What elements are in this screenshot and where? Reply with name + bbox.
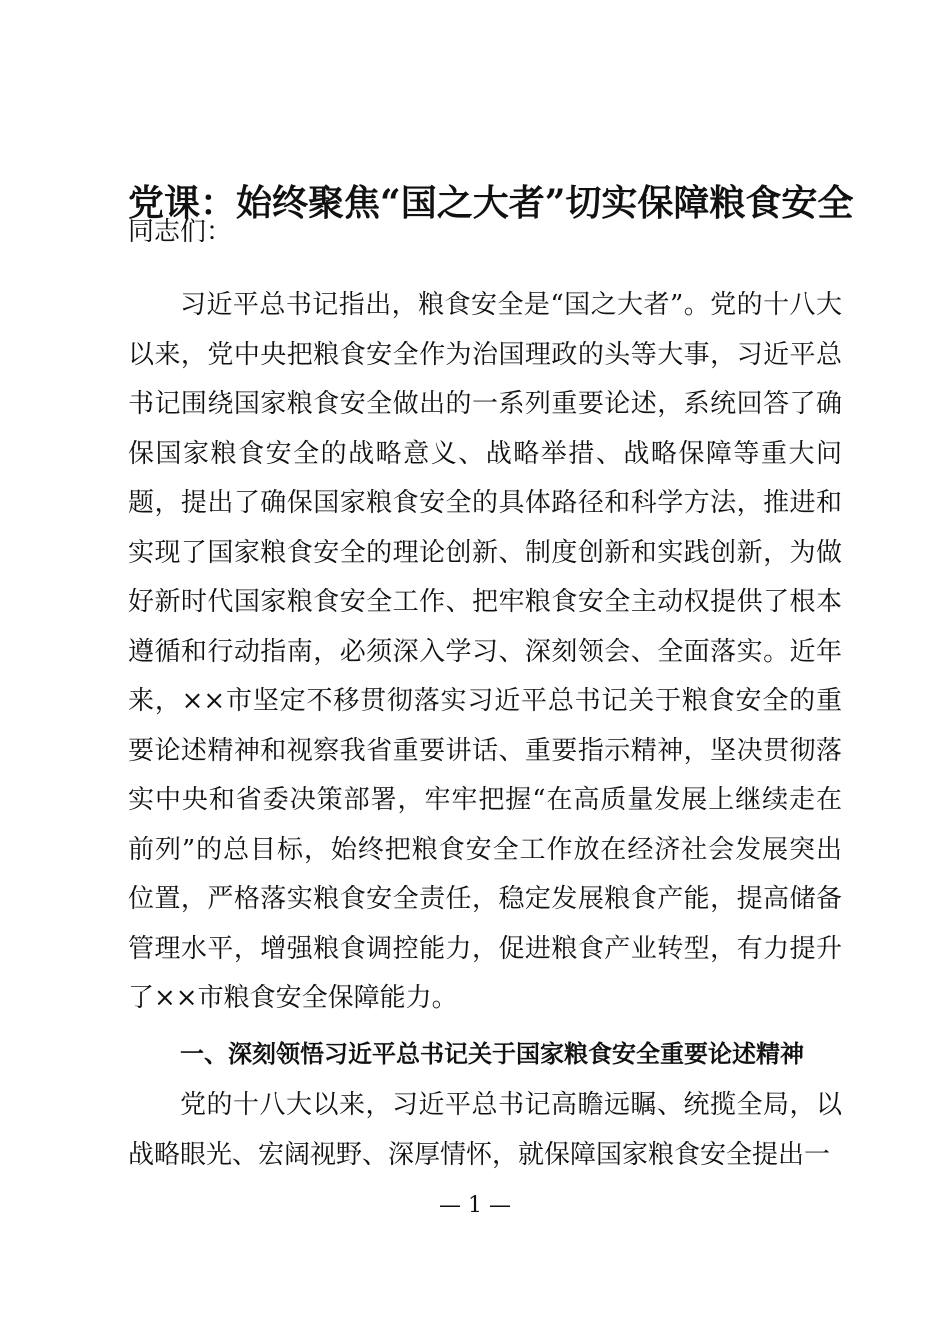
body-paragraph: 习近平总书记指出，粮食安全是“国之大者”。党的十八大以来，党中央把粮食安全作为治国理政的头等大事，习近平总书记围绕国家粮食安全做出的一系列重要论述，系统回答了确保国家粮食安全的战略意义、战略举措、战略保障等重大问题，提出了确保国家粮食安全的具体路径和科学方法，推进和实现了国家粮食安全的理论创新、制度创新和实践创新，为做好新时代国家粮食安全工作、把牢粮食安全主动权提供了根本遵循和行动指南，必须深入学习、深刻领会、全面落实。近年来，××市坚定不移贯彻落实习近平总书记关于粮食安全的重要论述精神和视察我省重要讲话、重要指示精神，坚决贯彻落实中央和省委决策部署，牢牢把握“在高质量发展上继续走在前列”的总目标，始终把粮食安全工作放在经济社会发展突出位置，严格落实粮食安全责任，稳定发展粮食产能，提高储备管理水平，增强粮食调控能力，促进粮食产业转型，有力提升了××市粮食安全保障能力。 [128, 290, 842, 1013]
section-paragraph: 党的十八大以来，习近平总书记高瞻远瞩、统揽全局，以战略眼光、宏阔视野、深厚情怀，就保障国家粮食安全提出一 [128, 1090, 842, 1170]
document-title: 党课：始终聚焦“国之大者”切实保障粮食安全 [128, 182, 854, 224]
page-number: — 1 — [439, 1193, 511, 1218]
section-heading: 一、深刻领悟习近平总书记关于国家粮食安全重要论述精神 [180, 1040, 804, 1068]
greeting: 同志们： [128, 217, 233, 247]
